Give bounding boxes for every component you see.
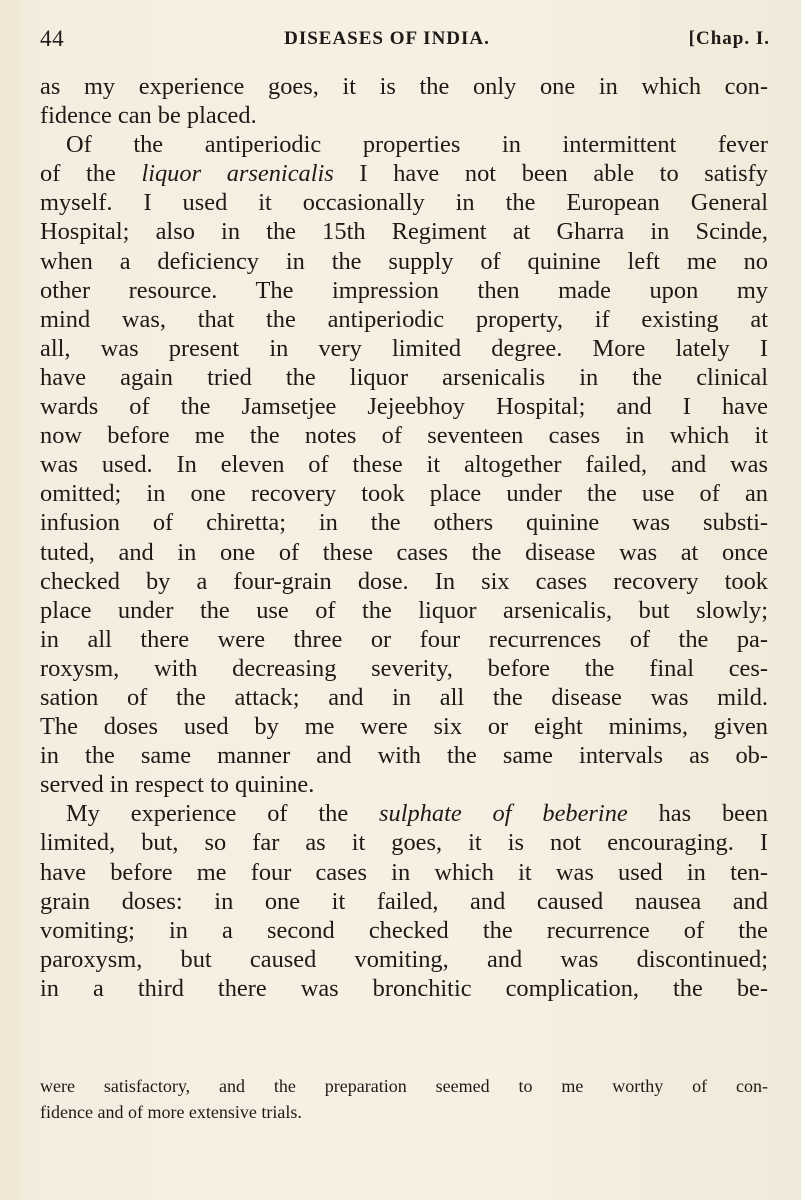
text-line bbox=[40, 828, 768, 857]
text-segment: Of the antiperiodic properties in intermittent fever bbox=[66, 131, 768, 159]
text-line bbox=[40, 130, 768, 159]
text-line bbox=[40, 421, 768, 450]
text-segment: tuted, and in one of these cases the disease was at once bbox=[40, 538, 768, 566]
text-line bbox=[40, 217, 768, 246]
body-text bbox=[40, 72, 768, 1003]
text-segment: omitted; in one recovery took place under the use of an bbox=[40, 480, 768, 508]
text-segment: infusion of chiretta; in the others quinine was substi- bbox=[40, 509, 768, 537]
text-segment: have again tried the liquor arsenicalis in the clinical bbox=[40, 363, 768, 391]
text-segment: limited, but, so far as it goes, it is not encouraging. I bbox=[40, 829, 768, 857]
text-segment: wards of the Jamsetjee Jejeebhoy Hospital; and I have bbox=[40, 393, 768, 421]
text-segment: was used. In eleven of these it altogether failed, and was bbox=[40, 451, 768, 479]
text-segment: place under the use of the liquor arsenicalis, but slowly; bbox=[40, 596, 768, 624]
text-line bbox=[40, 450, 768, 479]
text-line bbox=[40, 101, 768, 130]
text-segment: fidence can be placed. bbox=[40, 102, 257, 130]
text-line bbox=[40, 159, 768, 188]
text-segment: paroxysm, but caused vomiting, and was discontinued; bbox=[40, 945, 768, 973]
text-line bbox=[40, 72, 768, 101]
text-line bbox=[40, 799, 768, 828]
text-line bbox=[40, 276, 768, 305]
text-segment: fidence and of more extensive trials. bbox=[40, 1102, 302, 1122]
text-segment: checked by a four-grain dose. In six cases recovery took bbox=[40, 567, 768, 595]
text-line bbox=[40, 567, 768, 596]
footnote bbox=[40, 1073, 768, 1125]
text-segment: other resource. The impression then made upon my bbox=[40, 276, 768, 304]
text-segment: Hospital; also in the 15th Regiment at Gharra in Scinde, bbox=[40, 218, 768, 246]
text-line bbox=[40, 625, 768, 654]
text-segment: served in respect to quinine. bbox=[40, 771, 315, 799]
text-line bbox=[40, 363, 768, 392]
text-segment: when a deficiency in the supply of quinine left me no bbox=[40, 247, 768, 275]
text-segment: as my experience goes, it is the only one in which con- bbox=[40, 73, 768, 100]
text-line bbox=[40, 741, 768, 770]
text-line bbox=[40, 538, 768, 567]
text-segment: have before me four cases in which it was used in ten- bbox=[40, 858, 768, 886]
text-line bbox=[40, 1073, 768, 1099]
text-line bbox=[40, 334, 768, 363]
text-segment: myself. I used it occasionally in the European General bbox=[40, 189, 768, 217]
text-line bbox=[40, 247, 768, 276]
text-segment: has been bbox=[627, 800, 768, 828]
text-segment: I have not been able to satisfy bbox=[333, 160, 768, 188]
text-segment: now before me the notes of seventeen cases in which it bbox=[40, 422, 768, 450]
text-line bbox=[40, 858, 768, 887]
italic-phrase: liquor arsenicalis bbox=[141, 160, 334, 188]
text-line bbox=[40, 974, 768, 1003]
running-title: DISEASES OF INDIA. bbox=[284, 28, 490, 49]
chapter-label: [Chap. I. bbox=[688, 28, 770, 49]
text-segment: of the bbox=[40, 160, 142, 188]
text-line bbox=[40, 188, 768, 217]
text-line bbox=[40, 392, 768, 421]
text-segment: mind was, that the antiperiodic property, if existing at bbox=[40, 305, 768, 333]
text-segment: were satisfactory, and the preparation seemed to me worthy of con- bbox=[40, 1076, 768, 1096]
text-line bbox=[40, 1099, 768, 1125]
text-line bbox=[40, 916, 768, 945]
text-line bbox=[40, 305, 768, 334]
text-line bbox=[40, 596, 768, 625]
text-line bbox=[40, 887, 768, 916]
text-line bbox=[40, 945, 768, 974]
text-segment: vomiting; in a second checked the recurrence of the bbox=[40, 916, 768, 944]
text-segment: roxysm, with decreasing severity, before the final ces- bbox=[40, 654, 768, 682]
text-segment: grain doses: in one it failed, and caused nausea and bbox=[40, 887, 768, 915]
page-number: 44 bbox=[40, 26, 65, 51]
italic-phrase: sulphate of beberine bbox=[379, 800, 628, 828]
text-segment: all, was present in very limited degree. More lately I bbox=[40, 334, 768, 362]
text-line bbox=[40, 508, 768, 537]
running-head bbox=[40, 26, 770, 56]
text-segment: in a third there was bronchitic complication, the be- bbox=[40, 974, 768, 1002]
text-line bbox=[40, 712, 768, 741]
text-segment: in all there were three or four recurrences of the pa- bbox=[40, 625, 768, 653]
text-line bbox=[40, 683, 768, 712]
text-segment: My experience of the bbox=[66, 800, 380, 828]
text-line bbox=[40, 479, 768, 508]
text-segment: The doses used by me were six or eight minims, given bbox=[40, 713, 768, 741]
text-line bbox=[40, 654, 768, 683]
text-segment: sation of the attack; and in all the disease was mild. bbox=[40, 683, 768, 711]
text-line bbox=[40, 770, 768, 799]
text-segment: in the same manner and with the same intervals as ob- bbox=[40, 742, 768, 770]
